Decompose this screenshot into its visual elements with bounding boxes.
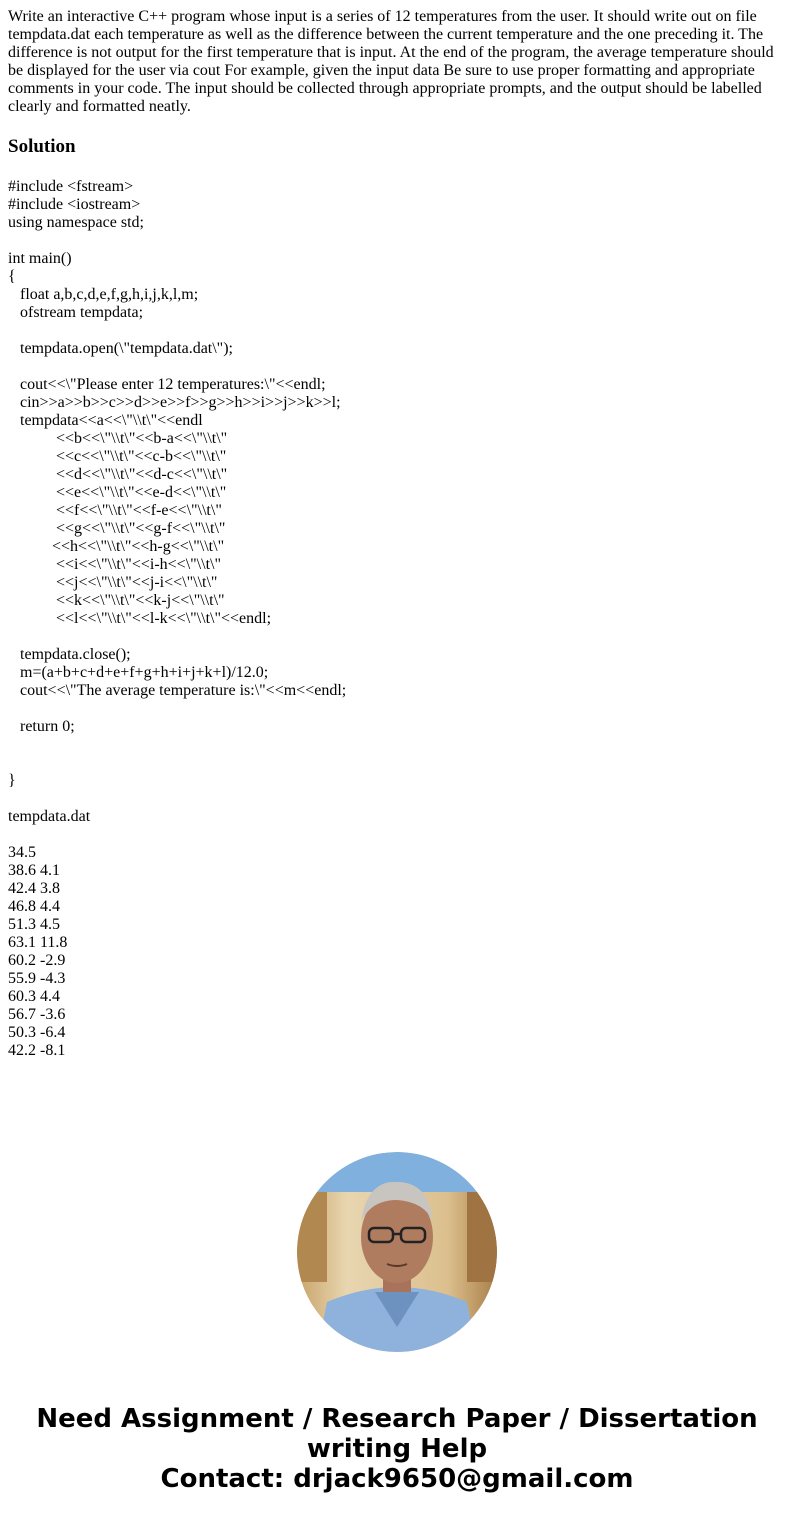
code-line: #include <iostream>: [8, 196, 141, 213]
code-line: <<k<<\"\\t\"<<k-j<<\"\\t\": [8, 592, 225, 609]
solution-code: [8, 178, 786, 1060]
code-line: 55.9 -4.3: [8, 970, 66, 987]
code-line: <<j<<\"\\t\"<<j-i<<\"\\t\": [8, 574, 218, 591]
document-body: [8, 8, 786, 1060]
code-line: #include <fstream>: [8, 178, 134, 195]
code-line: cout<<\"Please enter 12 temperatures:\"<<endl;: [8, 376, 326, 393]
code-line: <<g<<\"\\t\"<<g-f<<\"\\t\": [8, 520, 226, 537]
promo-text: [0, 1404, 794, 1494]
promo-section: [0, 1152, 794, 1494]
code-line: return 0;: [8, 718, 75, 735]
code-line: <<i<<\"\\t\"<<i-h<<\"\\t\": [8, 556, 221, 573]
code-line: <<c<<\"\\t\"<<c-b<<\"\\t\": [8, 448, 227, 465]
code-line: [8, 826, 786, 844]
solution-heading: Solution: [8, 136, 76, 157]
code-line: [8, 736, 786, 754]
code-line: <<d<<\"\\t\"<<d-c<<\"\\t\": [8, 466, 228, 483]
code-line: ofstream tempdata;: [8, 304, 144, 321]
code-line: <<h<<\"\\t\"<<h-g<<\"\\t\": [8, 538, 225, 555]
author-photo: [297, 1152, 497, 1352]
code-line: {: [8, 268, 16, 285]
code-line: tempdata.dat: [8, 808, 91, 825]
code-line: <<e<<\"\\t\"<<e-d<<\"\\t\": [8, 484, 227, 501]
promo-line-1: Need Assignment / Research Paper / Dissertation: [36, 1404, 758, 1434]
code-line: [8, 232, 786, 250]
code-line: tempdata.close();: [8, 646, 131, 663]
code-line: 50.3 -6.4: [8, 1024, 66, 1041]
code-line: 38.6 4.1: [8, 862, 60, 879]
promo-line-2: writing Help: [306, 1434, 488, 1464]
code-line: }: [8, 772, 16, 789]
code-line: float a,b,c,d,e,f,g,h,i,j,k,l,m;: [8, 286, 199, 303]
code-line: 34.5: [8, 844, 36, 861]
code-line: m=(a+b+c+d+e+f+g+h+i+j+k+l)/12.0;: [8, 664, 269, 681]
code-line: 56.7 -3.6: [8, 1006, 66, 1023]
code-line: 60.2 -2.9: [8, 952, 66, 969]
code-line: [8, 790, 786, 808]
code-line: [8, 322, 786, 340]
code-line: [8, 628, 786, 646]
code-line: 63.1 11.8: [8, 934, 68, 951]
code-line: 42.4 3.8: [8, 880, 60, 897]
code-line: tempdata<<a<<\"\\t\"<<endl: [8, 412, 203, 429]
code-line: <<l<<\"\\t\"<<l-k<<\"\\t\"<<endl;: [8, 610, 272, 627]
promo-contact: Contact: drjack9650@gmail.com: [160, 1464, 634, 1494]
code-line: <<b<<\"\\t\"<<b-a<<\"\\t\": [8, 430, 228, 447]
code-line: 51.3 4.5: [8, 916, 60, 933]
code-line: int main(): [8, 250, 72, 267]
code-line: 46.8 4.4: [8, 898, 60, 915]
author-photo-image: [297, 1152, 497, 1352]
code-line: 42.2 -8.1: [8, 1042, 66, 1059]
question-text: Write an interactive C++ program whose input is a series of 12 temperatures from the user. It should write out on file tempdata.dat each temperature as well as the difference between the current temperature and the one preceding it. The difference is not output for the first temperature that is input. At the end of the program, the average temperature should be displayed for the user via cout For example, given the input data Be sure to use proper formatting and appropriate comments in your code. The input should be collected through appropriate prompts, and the output should be labelled clearly and formatted neatly.: [8, 8, 774, 115]
code-line: [8, 754, 786, 772]
code-line: using namespace std;: [8, 214, 144, 231]
code-line: tempdata.open(\"tempdata.dat\");: [8, 340, 233, 357]
code-line: [8, 358, 786, 376]
code-line: <<f<<\"\\t\"<<f-e<<\"\\t\": [8, 502, 222, 519]
code-line: 60.3 4.4: [8, 988, 60, 1005]
code-line: cin>>a>>b>>c>>d>>e>>f>>g>>h>>i>>j>>k>>l;: [8, 394, 341, 411]
code-line: [8, 700, 786, 718]
code-line: cout<<\"The average temperature is:\"<<m<<endl;: [8, 682, 347, 699]
